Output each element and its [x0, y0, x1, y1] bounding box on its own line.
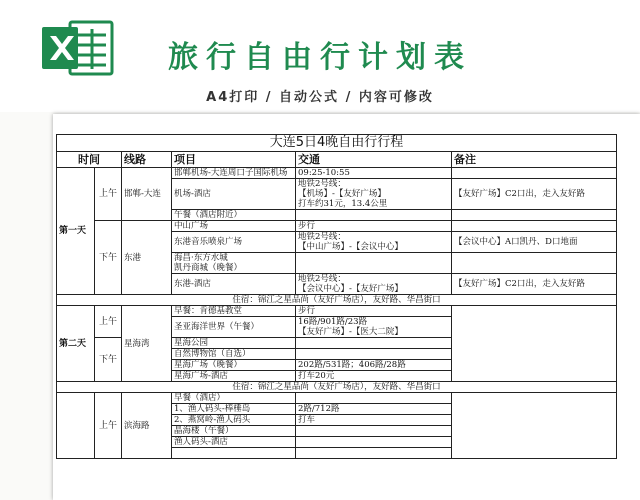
- transport-cell[interactable]: 地铁2号线： 【机场】-【友好广场】 打车约31元，13.4公里: [296, 179, 452, 210]
- column-header-row: [57, 152, 617, 168]
- transport-cell[interactable]: [296, 253, 452, 274]
- period-cell[interactable]: 下午: [95, 338, 122, 382]
- transport-cell[interactable]: 步行: [296, 221, 452, 232]
- transport-cell[interactable]: 202路/531路；406路/28路: [296, 360, 452, 371]
- item-cell[interactable]: 星海公园: [172, 338, 296, 349]
- period-cell[interactable]: 上午: [95, 168, 122, 221]
- day-label[interactable]: 第二天: [57, 306, 95, 382]
- table-row: [57, 168, 617, 179]
- transport-cell[interactable]: 打车20元: [296, 371, 452, 382]
- transport-cell[interactable]: [296, 210, 452, 221]
- item-cell[interactable]: 东港音乐喷泉广场: [172, 232, 296, 253]
- note-cell[interactable]: [452, 306, 617, 382]
- item-cell[interactable]: 1、渔人码头-棒棰岛: [172, 404, 296, 415]
- transport-cell[interactable]: 09:25-10:55: [296, 168, 452, 179]
- item-cell[interactable]: 晶海楼（午餐）: [172, 426, 296, 437]
- page-header: [0, 0, 640, 112]
- item-cell[interactable]: 早餐：肯德基教堂: [172, 306, 296, 317]
- period-cell[interactable]: 上午: [95, 306, 122, 338]
- item-cell[interactable]: 中山广场: [172, 221, 296, 232]
- lodging-cell[interactable]: 住宿：锦江之星品尚（友好广场店），友好路、华昌街口: [57, 295, 617, 306]
- transport-cell[interactable]: [296, 448, 452, 459]
- item-cell[interactable]: 星海广场-酒店: [172, 371, 296, 382]
- column-header-route[interactable]: 线路: [122, 152, 172, 168]
- route-cell[interactable]: 邯郸-大连: [122, 168, 172, 221]
- lodging-row: [57, 295, 617, 306]
- item-cell[interactable]: 东港-酒店: [172, 274, 296, 295]
- page-top-margin: [53, 114, 640, 134]
- note-cell[interactable]: [452, 210, 617, 221]
- transport-cell[interactable]: 16路/901路/23路 【友好广场】-【医大二院】: [296, 317, 452, 338]
- page-title: 旅行自由行计划表: [168, 40, 472, 75]
- page-subtitle: A4打印 / 自动公式 / 内容可修改: [206, 90, 434, 105]
- itinerary-title[interactable]: 大连5日4晚自由行行程: [57, 135, 617, 152]
- note-cell[interactable]: [452, 393, 617, 459]
- column-header-transport[interactable]: 交通: [296, 152, 452, 168]
- column-header-time[interactable]: 时间: [57, 152, 122, 168]
- transport-cell[interactable]: 地铁2号线： 【会议中心】-【友好广场】: [296, 274, 452, 295]
- item-cell[interactable]: 海昌·东方水城 凯丹商城（晚餐）: [172, 253, 296, 274]
- item-cell[interactable]: 星海广场（晚餐）: [172, 360, 296, 371]
- item-cell[interactable]: 圣亚海洋世界（午餐）: [172, 317, 296, 338]
- transport-cell[interactable]: 打车: [296, 415, 452, 426]
- item-cell[interactable]: 2、燕窝岭-渔人码头: [172, 415, 296, 426]
- transport-cell[interactable]: 2路/712路: [296, 404, 452, 415]
- table-row: [57, 393, 617, 404]
- period-cell[interactable]: 上午: [95, 393, 122, 459]
- route-cell[interactable]: 东港: [122, 221, 172, 295]
- route-cell[interactable]: 星海湾: [122, 306, 172, 382]
- item-cell[interactable]: [172, 448, 296, 459]
- item-cell[interactable]: 早餐（酒店）: [172, 393, 296, 404]
- spreadsheet-page: [53, 114, 640, 500]
- item-cell[interactable]: 自然博物馆（自选）: [172, 349, 296, 360]
- transport-cell[interactable]: [296, 393, 452, 404]
- column-header-item[interactable]: 项目: [172, 152, 296, 168]
- transport-cell[interactable]: [296, 349, 452, 360]
- route-cell[interactable]: 滨海路: [122, 393, 172, 459]
- day-label[interactable]: 第一天: [57, 168, 95, 295]
- transport-cell[interactable]: [296, 437, 452, 448]
- column-header-note[interactable]: 备注: [452, 152, 617, 168]
- itinerary-table: [56, 134, 617, 459]
- transport-cell[interactable]: [296, 338, 452, 349]
- title-row: [57, 135, 617, 152]
- lodging-cell[interactable]: 住宿：锦江之星品尚（友好广场店），友好路、华昌街口: [57, 382, 617, 393]
- item-cell[interactable]: 邯郸机场-大连周口子国际机场: [172, 168, 296, 179]
- note-cell[interactable]: 【友好广场】C2口出，走入友好路: [452, 274, 617, 295]
- table-row: [57, 221, 617, 232]
- transport-cell[interactable]: 地铁2号线： 【中山广场】-【会议中心】: [296, 232, 452, 253]
- lodging-row: [57, 382, 617, 393]
- period-cell[interactable]: 下午: [95, 221, 122, 295]
- item-cell[interactable]: 渔人码头-酒店: [172, 437, 296, 448]
- note-cell[interactable]: [452, 221, 617, 232]
- note-cell[interactable]: [452, 253, 617, 274]
- transport-cell[interactable]: [296, 426, 452, 437]
- table-row: [57, 306, 617, 317]
- day-label[interactable]: [57, 393, 95, 459]
- note-cell[interactable]: 【会议中心】A口凯丹、D口地面: [452, 232, 617, 253]
- note-cell[interactable]: 【友好广场】C2口出，走入友好路: [452, 179, 617, 210]
- item-cell[interactable]: 机场-酒店: [172, 179, 296, 210]
- note-cell[interactable]: [452, 168, 617, 179]
- item-cell[interactable]: 午餐（酒店附近）: [172, 210, 296, 221]
- transport-cell[interactable]: 步行: [296, 306, 452, 317]
- excel-logo-icon: [40, 19, 114, 77]
